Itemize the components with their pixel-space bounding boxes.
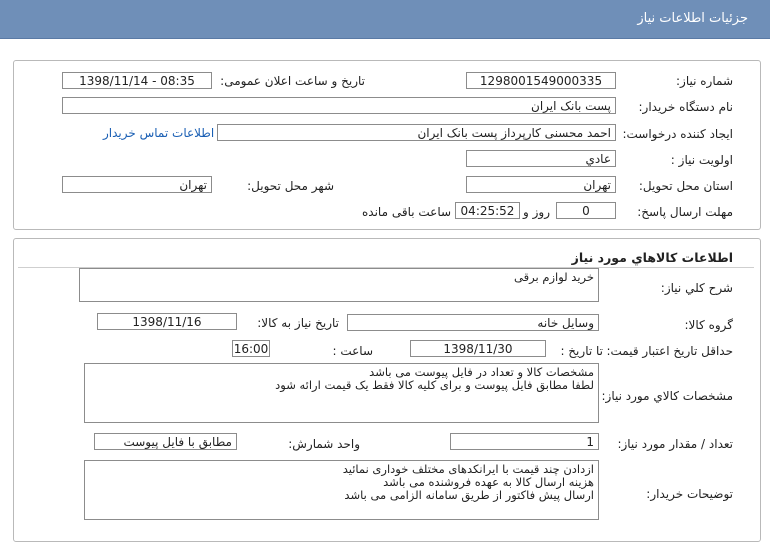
need-number-field[interactable]: 1298001549000335	[466, 72, 616, 89]
notes-label: توضيحات خريدار:	[646, 487, 733, 501]
time-left-field[interactable]: 04:25:52	[455, 202, 520, 219]
creator-label: ایجاد کننده درخواست:	[622, 127, 733, 141]
city-label: شهر محل تحویل:	[247, 179, 334, 193]
need-number-label: شماره نیاز:	[676, 74, 733, 88]
specs-field[interactable]	[84, 363, 599, 423]
specs-line: لطفا مطابق فایل پیوست و برای کلیه کالا فقط یک قیمت ارائه شود	[275, 378, 594, 392]
validity-date-field[interactable]: 1398/11/30	[410, 340, 546, 357]
summary-text: خرید لوازم برقی	[514, 270, 594, 284]
province-label: استان محل تحویل:	[638, 179, 733, 193]
quantity-field[interactable]: 1	[450, 433, 599, 450]
validity-hour-label: ساعت :	[332, 344, 373, 358]
validity-time-field[interactable]: 16:00	[233, 342, 269, 356]
need-date-field[interactable]: 1398/11/16	[97, 313, 237, 330]
goods-section-title: اطلاعات کالاهاي مورد نياز	[571, 250, 733, 265]
specs-line: مشخصات کالا و تعداد در فایل پیوست می باشد	[369, 365, 594, 379]
quantity-label: تعداد / مقدار مورد نياز:	[617, 437, 733, 451]
unit-label: واحد شمارش:	[288, 437, 360, 451]
city-field[interactable]: تهران	[62, 176, 212, 193]
deadline-label: مهلت ارسال پاسخ:	[637, 205, 733, 219]
creator-field[interactable]: احمد محسنی کارپرداز پست بانک ایران	[217, 124, 616, 141]
notes-line: ارسال پیش فاکتور از طریق سامانه الزامی می باشد	[344, 488, 594, 502]
notes-line: هزینه ارسال کالا به عهده فروشنده می باشد	[383, 475, 594, 489]
priority-label: اولویت نیاز :	[670, 153, 733, 167]
time-left-label: ساعت باقی مانده	[362, 205, 452, 219]
specs-label: مشخصات کالاي مورد نياز:	[601, 389, 733, 403]
group-label: گروه کالا:	[684, 318, 733, 332]
buyer-name-field[interactable]: پست بانک ایران	[62, 97, 616, 114]
announce-date-label: تاریخ و ساعت اعلان عمومی:	[220, 74, 365, 88]
title-bar	[0, 0, 770, 39]
until-date-label: تا تاریخ :	[560, 344, 603, 358]
notes-field[interactable]	[84, 460, 599, 520]
need-date-label: تاریخ نیاز به کالا:	[257, 316, 339, 330]
unit-field[interactable]: مطابق با فایل پیوست	[94, 433, 237, 450]
validity-label: حداقل تاریخ اعتبار قیمت:	[606, 344, 733, 358]
summary-label: شرح کلي نياز:	[660, 281, 733, 295]
buyer-contact-link[interactable]: اطلاعات تماس خریدار	[103, 126, 215, 140]
province-field[interactable]: تهران	[466, 176, 616, 193]
announce-date-field[interactable]: 1398/11/14 - 08:35	[62, 72, 212, 89]
priority-field[interactable]: عادي	[466, 150, 616, 167]
group-field[interactable]: وسایل خانه	[347, 314, 599, 331]
page-title: جزئیات اطلاعات نیاز	[637, 11, 748, 26]
buyer-name-label: نام دستگاه خریدار:	[638, 100, 733, 114]
days-field[interactable]: 0	[556, 202, 616, 219]
notes-line: ازدادن چند قیمت با ایرانکدهای مختلف خوداری نمائید	[342, 462, 594, 476]
summary-field[interactable]	[79, 268, 599, 302]
days-unit-label: روز و	[523, 205, 550, 219]
